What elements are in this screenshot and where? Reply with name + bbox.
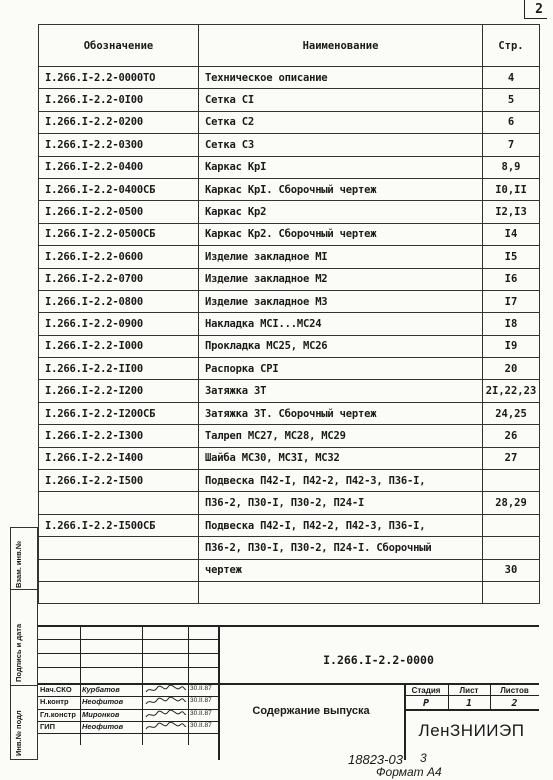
stage-label: Стадия xyxy=(411,686,441,695)
header-page: Стр. xyxy=(483,25,540,67)
row-designation: I.266.I-2.2-0500 xyxy=(39,201,199,223)
table-row xyxy=(39,246,540,268)
row-page: 4 xyxy=(483,67,540,89)
row-name: Каркас КрI xyxy=(199,156,483,178)
row-name: Каркас Кр2 xyxy=(199,201,483,223)
row-page xyxy=(483,581,540,603)
table-row xyxy=(39,313,540,335)
row-name: Подвеска П42-I, П42-2, П42-3, П36-I, xyxy=(199,514,483,536)
row-name: Затяжка ЗТ. Сборочный чертеж xyxy=(199,402,483,424)
row-name: П36-2, П30-I, П30-2, П24-I. Сборочный xyxy=(199,537,483,559)
table-row xyxy=(39,134,540,156)
signature-row xyxy=(38,697,218,708)
row-designation: I.266.I-2.2-0300 xyxy=(39,134,199,156)
row-name: чертеж xyxy=(199,559,483,581)
row-name: Изделие закладное М2 xyxy=(199,268,483,290)
row-name: Талреп МС27, МС28, МС29 xyxy=(199,425,483,447)
strip-label-inventory: Инв.№ подл xyxy=(14,710,23,756)
table-header-row xyxy=(39,25,540,67)
signature-row xyxy=(38,722,218,733)
row-page: 26 xyxy=(483,425,540,447)
row-page: 8,9 xyxy=(483,156,540,178)
signature-role: ГИП xyxy=(40,722,56,731)
header-name: Наименование xyxy=(199,25,483,67)
row-designation xyxy=(39,581,199,603)
strip-cell-signature xyxy=(11,590,37,686)
row-name: Затяжка ЗТ xyxy=(199,380,483,402)
handwritten-signature xyxy=(144,710,188,719)
table-row xyxy=(39,425,540,447)
row-page: I8 xyxy=(483,313,540,335)
signature-role: Н.контр xyxy=(40,697,69,706)
row-name: П36-2, П30-I, П30-2, П24-I xyxy=(199,492,483,514)
sheet-value: 1 xyxy=(465,698,473,709)
table-row xyxy=(39,335,540,357)
strip-cell-replace xyxy=(11,528,37,590)
table-row xyxy=(39,201,540,223)
row-designation: I.266.I-2.2-I300 xyxy=(39,425,199,447)
page-number: 2 xyxy=(535,2,543,17)
table-row xyxy=(39,89,540,111)
sheet-label: Лист xyxy=(459,686,479,695)
table-row xyxy=(39,514,540,536)
row-name: Сетка СI xyxy=(199,89,483,111)
row-designation xyxy=(39,537,199,559)
row-page xyxy=(483,470,540,492)
strip-label-signature: Подпись и дата xyxy=(14,623,23,682)
table-row xyxy=(39,358,540,380)
row-name: Накладка МСI...МС24 xyxy=(199,313,483,335)
organization-name: ЛенЗНИИЭП xyxy=(418,721,525,740)
row-page: 6 xyxy=(483,111,540,133)
row-page: I4 xyxy=(483,223,540,245)
signature-date: 30.II.87 xyxy=(190,710,212,717)
handwritten-signature xyxy=(144,722,188,731)
row-name: Техническое описание xyxy=(199,67,483,89)
row-designation: I.266.I-2.2-I500 xyxy=(39,470,199,492)
handwritten-signature xyxy=(144,697,188,706)
table-row xyxy=(39,380,540,402)
table-row xyxy=(39,402,540,424)
title-block xyxy=(38,625,539,760)
signature-name: Неофитов xyxy=(82,697,124,706)
format-label: Формат А4 xyxy=(376,765,442,779)
row-designation: I.266.I-2.2-0I00 xyxy=(39,89,199,111)
row-designation: I.266.I-2.2-I500СБ xyxy=(39,514,199,536)
row-name: Прокладка МС25, МС26 xyxy=(199,335,483,357)
row-designation: I.266.I-2.2-0900 xyxy=(39,313,199,335)
row-name: Подвеска П42-I, П42-2, П42-3, П36-I, xyxy=(199,470,483,492)
handwritten-signature xyxy=(144,685,188,694)
row-designation: I.266.I-2.2-0800 xyxy=(39,290,199,312)
signature-name: Курбатов xyxy=(82,685,120,694)
row-designation: I.266.I-2.2-0200 xyxy=(39,111,199,133)
sheet-mark: 3 xyxy=(420,751,427,765)
row-page: 24,25 xyxy=(483,402,540,424)
row-page: 28,29 xyxy=(483,492,540,514)
row-page: 27 xyxy=(483,447,540,469)
table-row xyxy=(39,470,540,492)
row-page xyxy=(483,514,540,536)
row-name: Каркас Кр2. Сборочный чертеж xyxy=(199,223,483,245)
row-name: Распорка СРI xyxy=(199,358,483,380)
row-name xyxy=(199,581,483,603)
signature-role: Гл.констр xyxy=(40,710,76,719)
signature-row xyxy=(38,685,218,696)
row-designation: I.266.I-2.2-0400СБ xyxy=(39,178,199,200)
contents-table xyxy=(38,24,540,604)
signature-role: Нач.СКО xyxy=(40,685,72,694)
row-designation: I.266.I-2.2-I000 xyxy=(39,335,199,357)
row-page: I7 xyxy=(483,290,540,312)
row-designation xyxy=(39,492,199,514)
signature-date: 30.II.87 xyxy=(190,697,212,704)
sheets-value: 2 xyxy=(511,698,518,709)
signature-date: 30.II.87 xyxy=(190,685,212,692)
table-row xyxy=(39,67,540,89)
strip-cell-inventory xyxy=(11,686,37,759)
table-row xyxy=(39,447,540,469)
row-designation: I.266.I-2.2-0000ТО xyxy=(39,67,199,89)
row-page: I9 xyxy=(483,335,540,357)
row-page: I0,II xyxy=(483,178,540,200)
table-row xyxy=(39,178,540,200)
row-page: I6 xyxy=(483,268,540,290)
archive-number: 18823-03 xyxy=(348,752,403,767)
row-name: Изделие закладное МI xyxy=(199,246,483,268)
table-row xyxy=(39,537,540,559)
row-designation: I.266.I-2.2-0600 xyxy=(39,246,199,268)
side-strip xyxy=(10,527,38,760)
table-row xyxy=(39,111,540,133)
signature-name: Неофитов xyxy=(82,722,124,731)
sheets-label: Листов xyxy=(500,686,529,695)
row-page xyxy=(483,537,540,559)
row-page: I5 xyxy=(483,246,540,268)
table-row xyxy=(39,559,540,581)
signature-row xyxy=(38,710,218,721)
row-designation: I.266.I-2.2-II00 xyxy=(39,358,199,380)
row-name: Изделие закладное М3 xyxy=(199,290,483,312)
row-page: 20 xyxy=(483,358,540,380)
table-row xyxy=(39,223,540,245)
header-designation: Обозначение xyxy=(39,25,199,67)
row-page: 2I,22,23 xyxy=(483,380,540,402)
row-name: Каркас КрI. Сборочный чертеж xyxy=(199,178,483,200)
row-designation: I.266.I-2.2-I400 xyxy=(39,447,199,469)
signature-name: Миронков xyxy=(82,710,120,719)
row-designation: I.266.I-2.2-0700 xyxy=(39,268,199,290)
table-row xyxy=(39,268,540,290)
table-row xyxy=(39,156,540,178)
row-page: 30 xyxy=(483,559,540,581)
row-designation: I.266.I-2.2-0500СБ xyxy=(39,223,199,245)
row-designation: I.266.I-2.2-I200СБ xyxy=(39,402,199,424)
row-page: I2,I3 xyxy=(483,201,540,223)
row-designation: I.266.I-2.2-0400 xyxy=(39,156,199,178)
row-name: Сетка С2 xyxy=(199,111,483,133)
table-row xyxy=(39,581,540,603)
row-page: 5 xyxy=(483,89,540,111)
row-page: 7 xyxy=(483,134,540,156)
document-code: I.266.I-2.2-0000 xyxy=(323,653,434,667)
row-name: Сетка С3 xyxy=(199,134,483,156)
row-designation: I.266.I-2.2-I200 xyxy=(39,380,199,402)
signature-date: 30.II.87 xyxy=(190,722,212,729)
row-name: Шайба МС30, МС3I, МС32 xyxy=(199,447,483,469)
row-designation xyxy=(39,559,199,581)
stage-value: Р xyxy=(422,698,430,709)
document-title: Содержание выпуска xyxy=(252,705,370,717)
table-row xyxy=(39,290,540,312)
strip-label-replace: Взам. инв.№ xyxy=(14,540,23,588)
table-row xyxy=(39,492,540,514)
